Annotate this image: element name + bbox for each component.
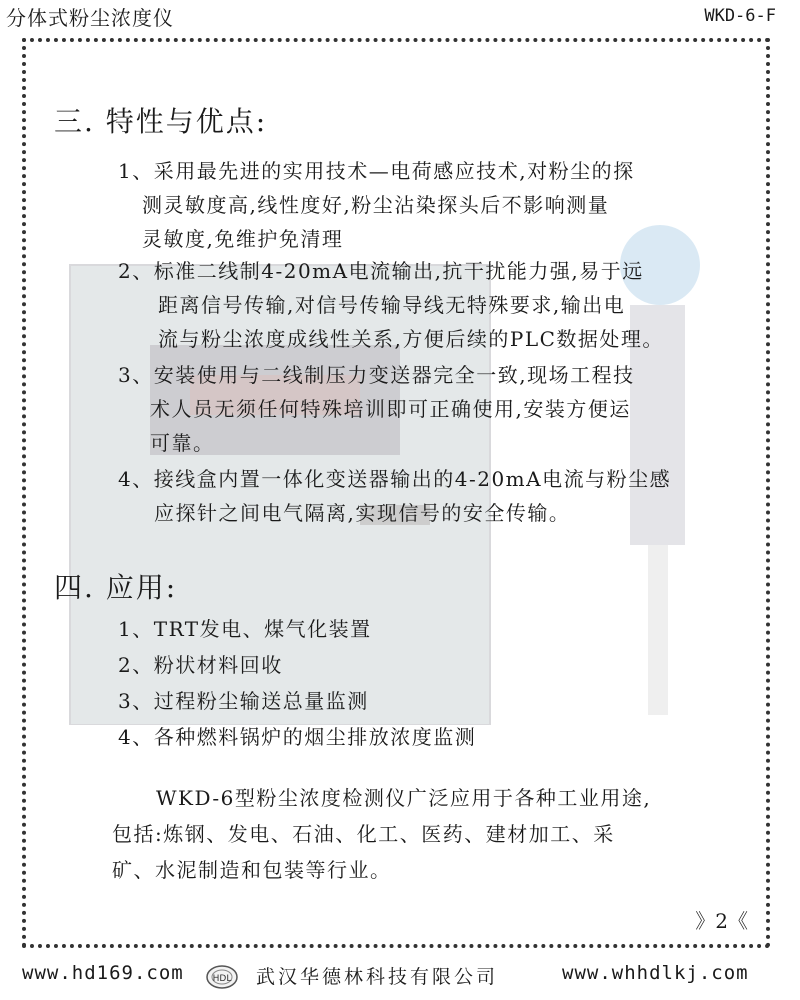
document-title: 分体式粉尘浓度仪 <box>6 6 174 30</box>
item-text-continuation: 应探针之间电气隔离,实现信号的安全传输。 <box>154 501 571 525</box>
application-item-2: 2、粉状材料回收 <box>118 653 283 677</box>
item-text-line1: 接线盒内置一体化变送器输出的4-20mA电流与粉尘感 <box>153 467 672 491</box>
summary-line-3: 矿、水泥制造和包装等行业。 <box>112 858 392 882</box>
company-name: 武汉华德林科技有限公司 <box>256 966 499 988</box>
item-text-line1: 安装使用与二线制压力变送器完全一致,现场工程技 <box>153 363 635 387</box>
section-heading-features: 三. 特性与优点: <box>54 105 268 138</box>
feature-item-4 <box>118 462 758 530</box>
company-logo-icon <box>206 964 238 990</box>
feature-item-3 <box>118 358 758 460</box>
item-text-continuation: 术人员无须任何特殊培训即可正确使用,安装方便运 可靠。 <box>150 397 631 455</box>
application-item-4: 4、各种燃料锅炉的烟尘排放浓度监测 <box>118 725 477 749</box>
item-text-continuation: 测灵敏度高,线性度好,粉尘沾染探头后不影响测量 灵敏度,免维护免清理 <box>142 193 610 251</box>
item-number: 2、 <box>118 259 154 283</box>
logo-text: HDL <box>212 974 232 984</box>
item-number: 1、 <box>118 159 154 183</box>
feature-item-2 <box>118 254 758 356</box>
summary-line-2: 包括:炼钢、发电、石油、化工、医药、建材加工、采 <box>112 822 615 846</box>
application-item-3: 3、过程粉尘输送总量监测 <box>118 689 369 713</box>
section-heading-applications: 四. 应用: <box>54 571 178 604</box>
feature-item-1 <box>118 154 758 256</box>
model-code: WKD-6-F <box>704 6 776 26</box>
website-url-right[interactable]: www.whhdlkj.com <box>562 962 749 984</box>
item-text-continuation: 距离信号传输,对信号传输导线无特殊要求,输出电 流与粉尘浓度成线性关系,方便后续的PLC数据处理。 <box>158 293 664 351</box>
website-url-left[interactable]: www.hd169.com <box>22 962 184 984</box>
footer <box>0 962 800 994</box>
summary-paragraph <box>112 780 752 888</box>
page-number: 》2《 <box>695 909 748 933</box>
item-number: 4、 <box>118 467 154 491</box>
item-number: 3、 <box>118 363 154 387</box>
item-text-line1: 采用最先进的实用技术—电荷感应技术,对粉尘的探 <box>153 159 635 183</box>
application-item-1: 1、TRT发电、煤气化装置 <box>118 617 372 641</box>
summary-line-1: WKD-6型粉尘浓度检测仪广泛应用于各种工业用途, <box>156 786 652 810</box>
item-text-line1: 标准二线制4-20mA电流输出,抗干扰能力强,易于远 <box>153 259 644 283</box>
